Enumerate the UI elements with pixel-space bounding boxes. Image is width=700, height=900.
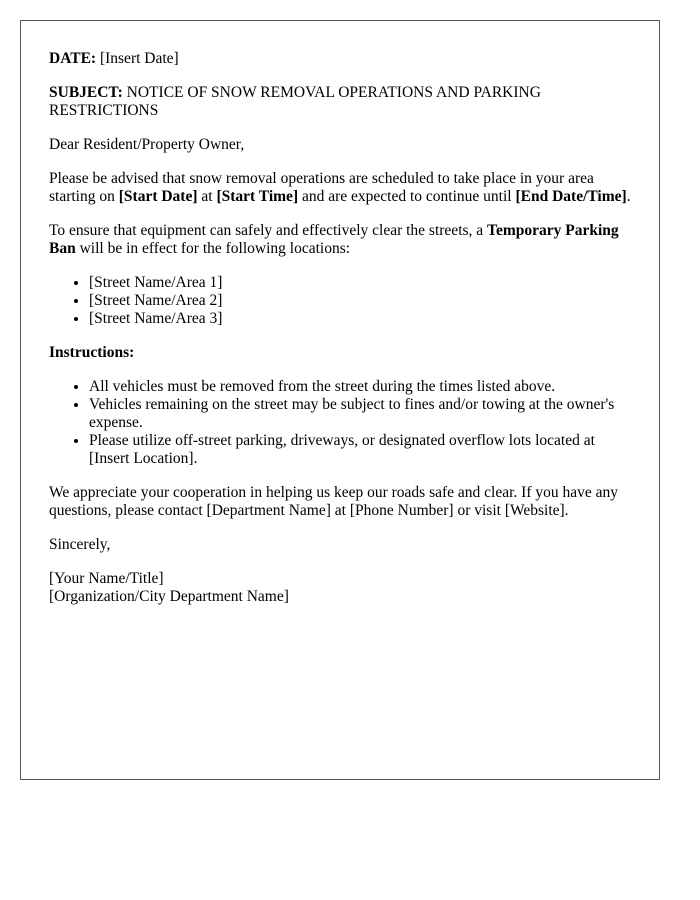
- start-date: [Start Date]: [118, 188, 198, 205]
- letter-page: [20, 20, 660, 780]
- signature-name-title: [Your Name/Title]: [49, 570, 164, 587]
- subject-line: [49, 84, 631, 120]
- date-value: [Insert Date]: [99, 50, 179, 67]
- signature-organization: [Organization/City Department Name]: [49, 588, 289, 605]
- instructions-list: [49, 378, 631, 468]
- subject-label: SUBJECT:: [49, 84, 123, 101]
- instruction-item: • Vehicles remaining on the street may be subject to fines and/or towing at the owner's expense.: [89, 396, 631, 432]
- intro-paragraph: [49, 170, 631, 206]
- parking-text-2: will be in effect for the following locations:: [79, 240, 351, 257]
- parking-paragraph: [49, 222, 631, 258]
- start-time: [Start Time]: [216, 188, 299, 205]
- location-item: • [Street Name/Area 1]: [89, 274, 631, 292]
- intro-text-3: and are expected to continue until: [301, 188, 512, 205]
- location-item: • [Street Name/Area 2]: [89, 292, 631, 310]
- closing-paragraph: We appreciate your cooperation in helping us keep our roads safe and clear. If you have any questions, please contact [Department Name] at [Phone Number] or visit [Website].: [49, 484, 619, 519]
- signature-block: [49, 570, 631, 606]
- intro-text-1: Please be advised that snow removal operations are scheduled to take place in your area starting on: [49, 170, 594, 205]
- location-item: • [Street Name/Area 3]: [89, 310, 631, 328]
- date-label: DATE:: [49, 50, 97, 67]
- intro-text-2: at: [201, 188, 213, 205]
- parking-ban-term: Temporary Parking Ban: [49, 222, 619, 257]
- subject-value: NOTICE OF SNOW REMOVAL OPERATIONS AND PARKING RESTRICTIONS: [49, 84, 541, 119]
- instruction-item: • Please utilize off-street parking, driveways, or designated overflow lots located at [Insert Location].: [89, 432, 631, 468]
- sign-off: Sincerely,: [49, 536, 111, 553]
- locations-list: [49, 274, 631, 328]
- instructions-heading: Instructions:: [49, 344, 135, 361]
- end-datetime: [End Date/Time]: [515, 188, 627, 205]
- instruction-item: • All vehicles must be removed from the street during the times listed above.: [89, 378, 631, 396]
- salutation: Dear Resident/Property Owner,: [49, 136, 245, 153]
- parking-text-1: To ensure that equipment can safely and effectively clear the streets, a: [49, 222, 484, 239]
- date-line: [49, 50, 631, 68]
- intro-text-4: .: [626, 188, 631, 205]
